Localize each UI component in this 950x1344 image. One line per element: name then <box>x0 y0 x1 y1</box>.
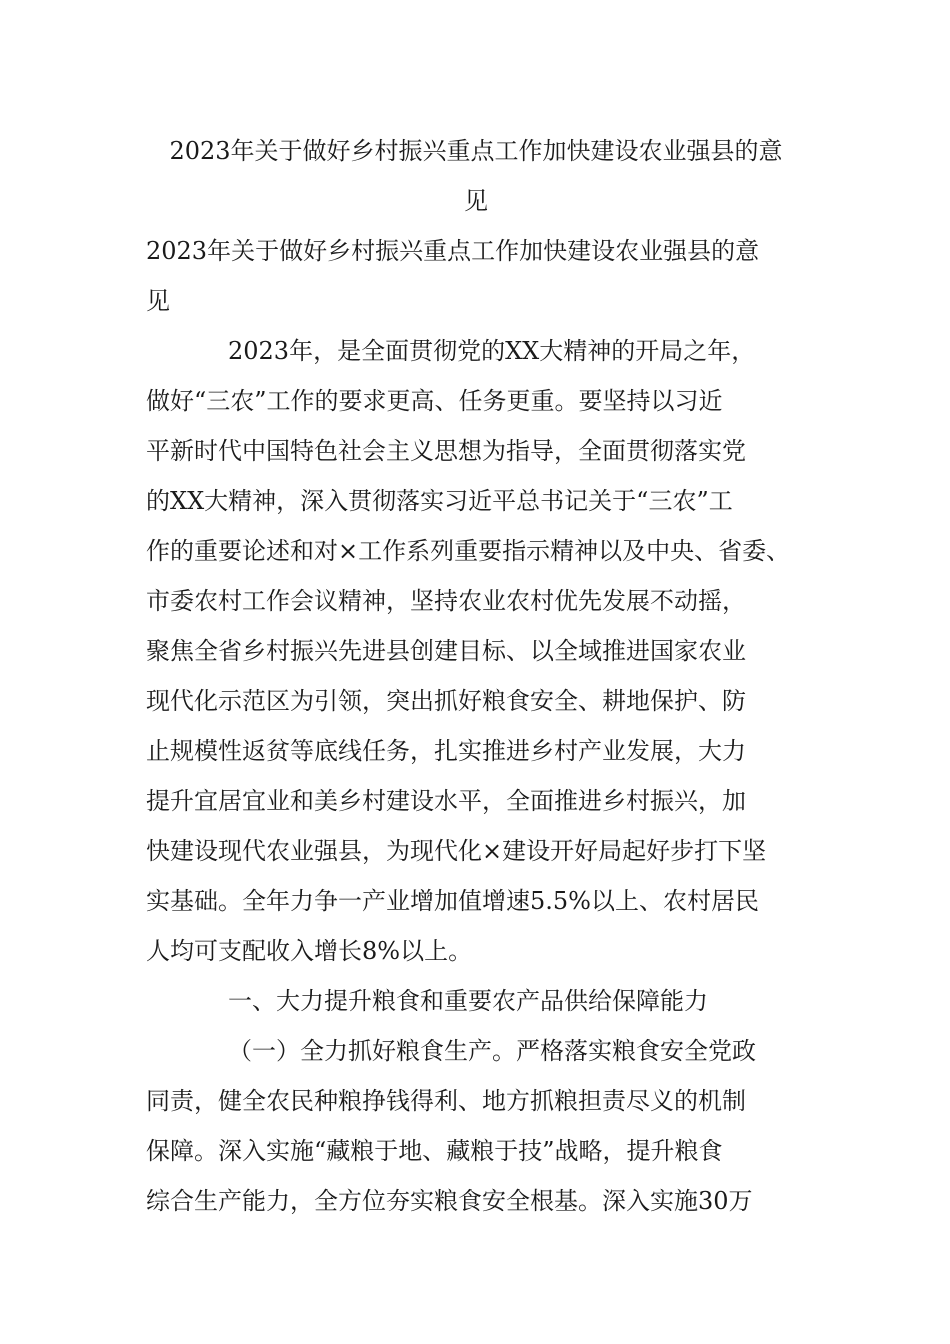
intro-paragraph-line: 提升宜居宜业和美乡村建设水平，全面推进乡村振兴，加 <box>146 787 746 815</box>
intro-paragraph-line: 聚焦全省乡村振兴先进县创建目标、以全域推进国家农业 <box>146 637 746 665</box>
subsection-paragraph-line: （一）全力抓好粮食生产。严格落实粮食安全党政 <box>228 1037 756 1065</box>
repeat-title-line-1: 2023年关于做好乡村振兴重点工作加快建设农业强县的意 <box>146 237 760 265</box>
intro-paragraph-line: 平新时代中国特色社会主义思想为指导，全面贯彻落实党 <box>146 437 746 465</box>
intro-paragraph-line: 实基础。全年力争一产业增加值增速5.5%以上、农村居民 <box>146 887 759 915</box>
subsection-paragraph-line: 综合生产能力，全方位夯实粮食安全根基。深入实施30万 <box>146 1187 753 1215</box>
document-body <box>146 226 826 1226</box>
intro-paragraph-line: 做好“三农”工作的要求更高、任务更重。要坚持以习近 <box>146 387 723 415</box>
intro-paragraph-line: 止规模性返贫等底线任务，扎实推进乡村产业发展，大力 <box>146 737 746 765</box>
subsection-paragraph-line: 同责，健全农民种粮挣钱得利、地方抓粮担责尽义的机制 <box>146 1087 746 1115</box>
intro-paragraph-line: 作的重要论述和对×工作系列重要指示精神以及中央、省委、 <box>146 537 791 565</box>
intro-paragraph-line: 市委农村工作会议精神，坚持农业农村优先发展不动摇， <box>146 587 746 615</box>
subsection-paragraph-line: 保障。深入实施“藏粮于地、藏粮于技”战略，提升粮食 <box>146 1137 723 1165</box>
document-title-line-2: 见 <box>464 187 488 215</box>
intro-paragraph-line: 现代化示范区为引领，突出抓好粮食安全、耕地保护、防 <box>146 687 746 715</box>
intro-paragraph-line: 快建设现代农业强县，为现代化×建设开好局起好步打下坚 <box>146 837 767 865</box>
intro-paragraph-line: 2023年，是全面贯彻党的XX大精神的开局之年， <box>228 337 756 365</box>
document-title <box>146 126 806 226</box>
intro-paragraph-line: 人均可支配收入增长8%以上。 <box>146 937 473 965</box>
section-heading: 一、大力提升粮食和重要农产品供给保障能力 <box>228 987 708 1015</box>
repeat-title-line-2: 见 <box>146 287 170 315</box>
intro-paragraph-line: 的XX大精神，深入贯彻落实习近平总书记关于“三农”工 <box>146 487 733 515</box>
document-title-line-1: 2023年关于做好乡村振兴重点工作加快建设农业强县的意 <box>169 137 783 165</box>
